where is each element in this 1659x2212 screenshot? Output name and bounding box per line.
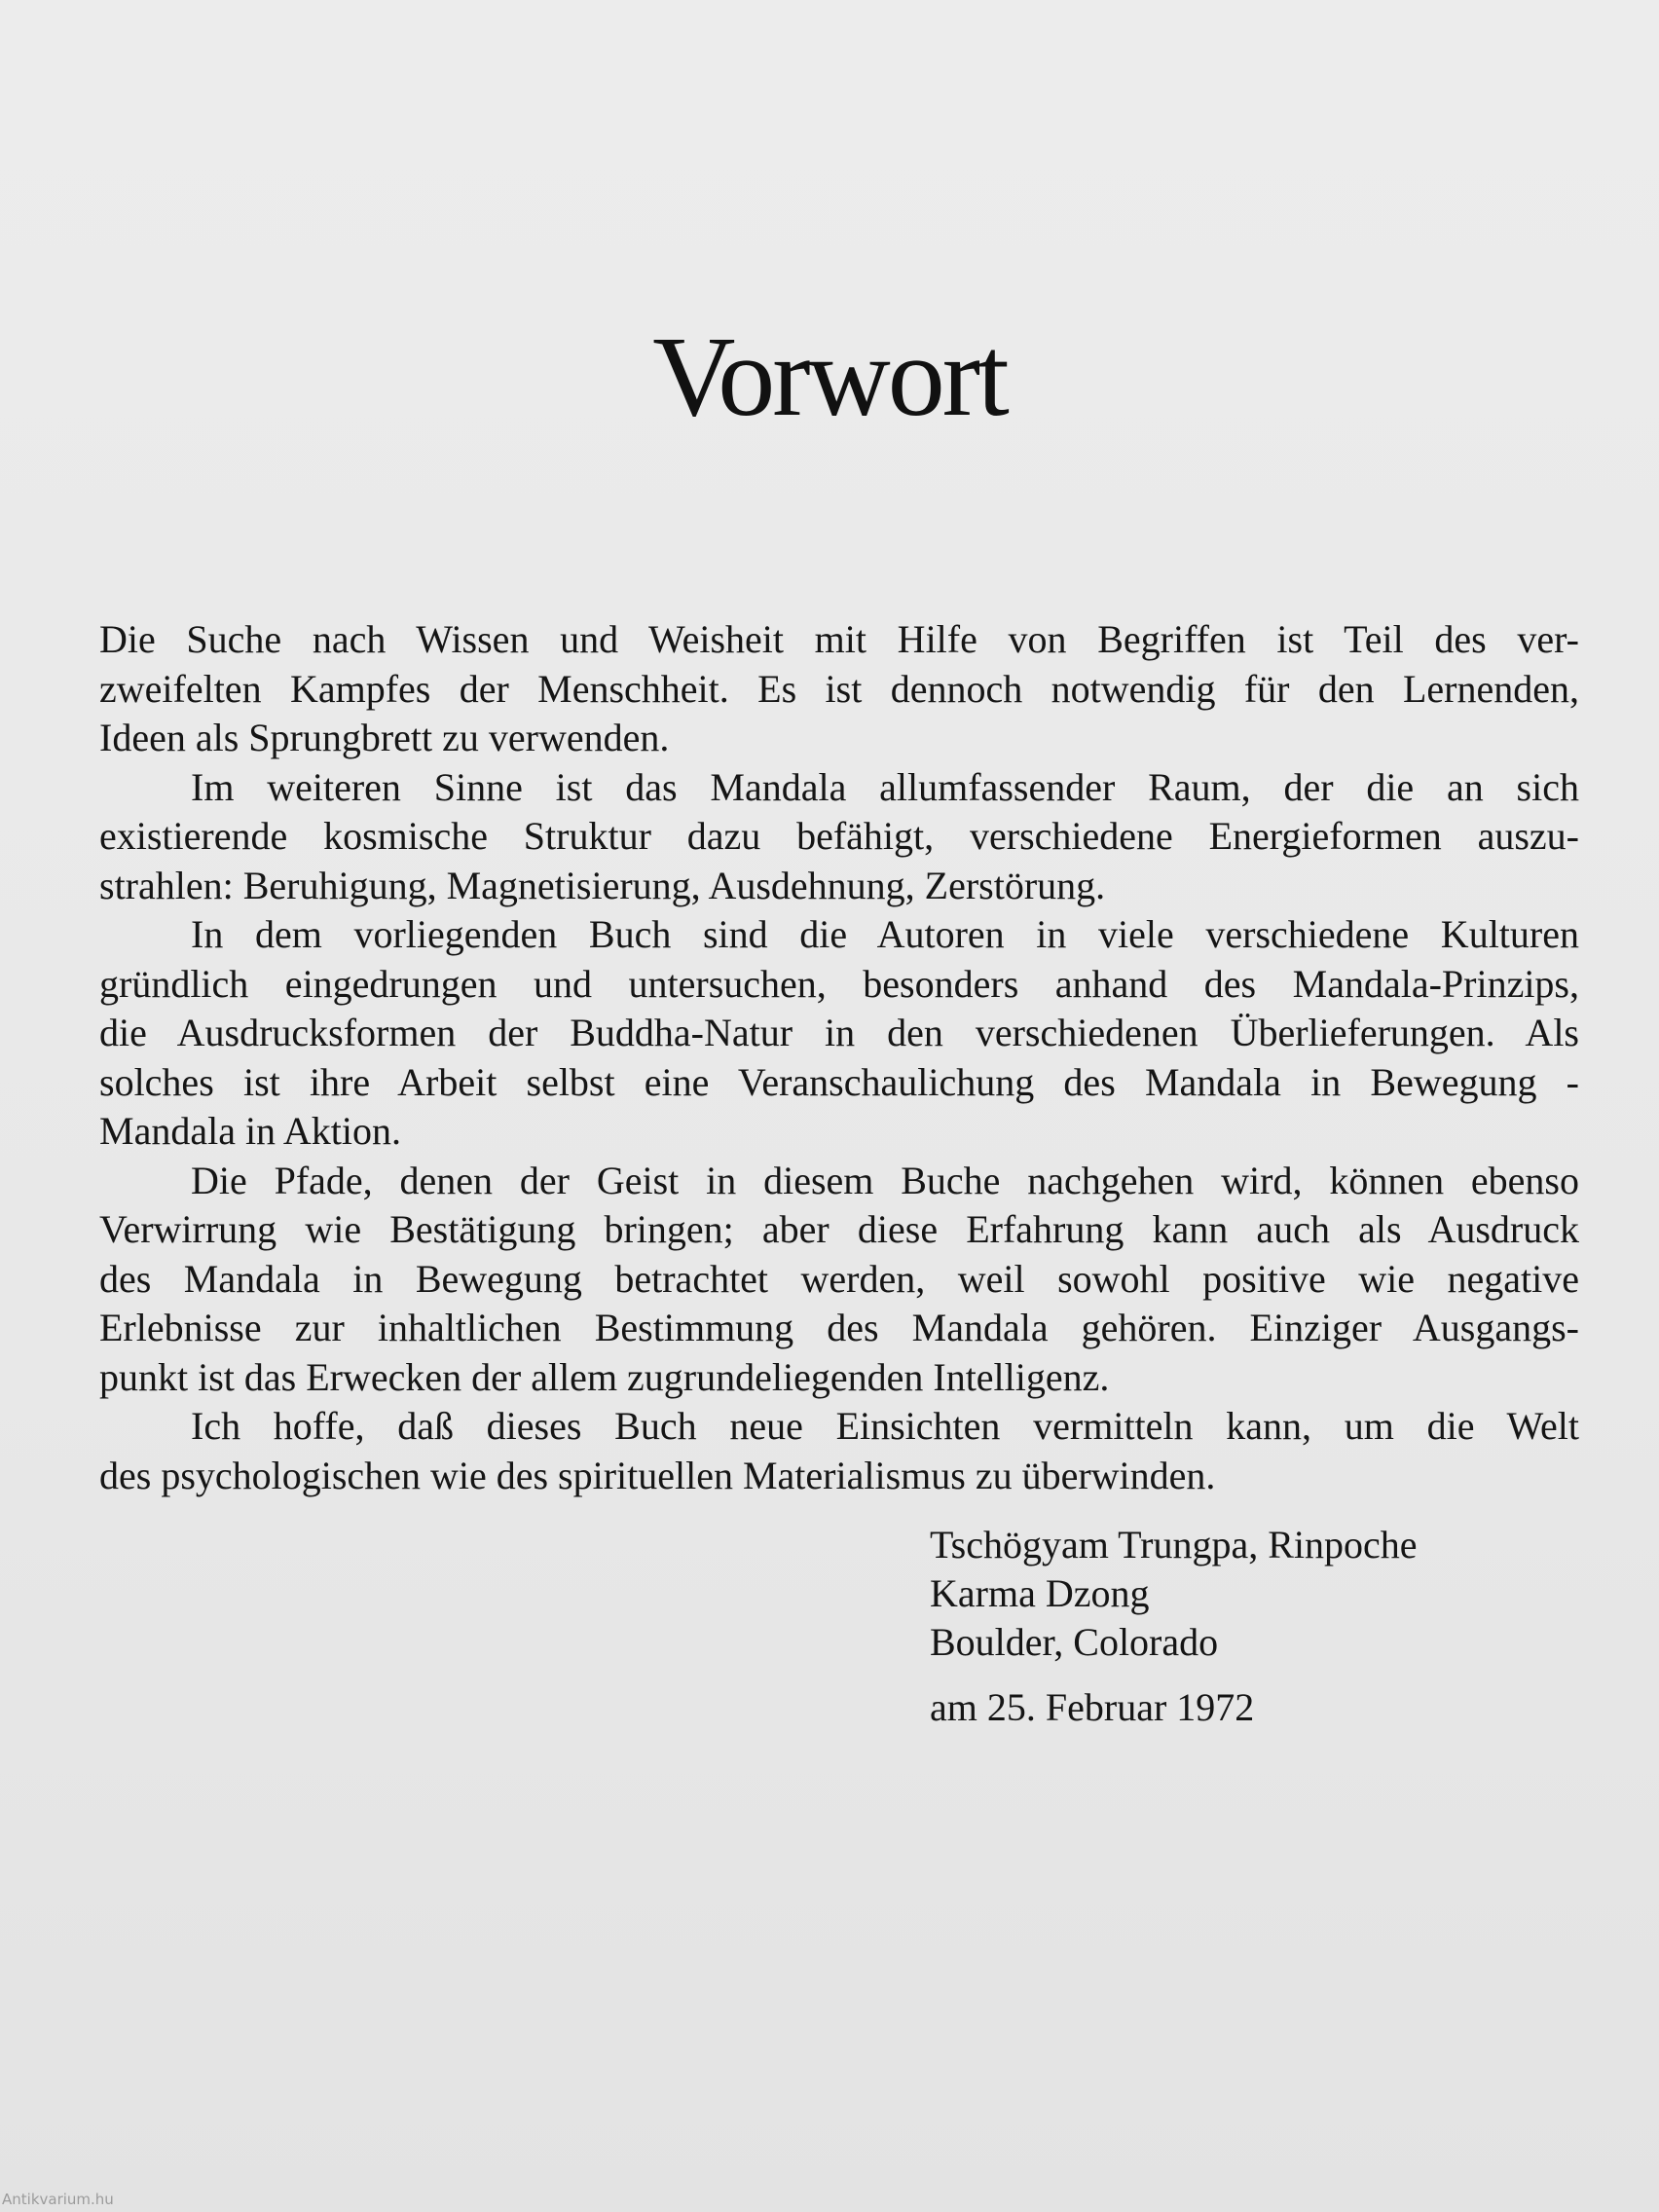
paragraph-4-line-4: Erlebnisse zur inhaltlichen Bestimmung des Mandala gehören. Einziger Ausgangs-	[99, 1306, 1579, 1349]
author-city: Boulder, Colorado	[930, 1620, 1219, 1664]
paragraph-5-line-1: Ich hoffe, daß dieses Buch neue Einsichten vermitteln kann, um die Welt	[191, 1404, 1579, 1448]
page-title: Vorwort	[652, 313, 1007, 440]
signature-block	[930, 1521, 1514, 1732]
paragraph-5-line-2: des psychologischen wie des spirituellen Materialismus zu überwinden.	[99, 1453, 1216, 1497]
paragraph-3-line-2: gründlich eingedrungen und untersuchen, besonders anhand des Mandala-Prinzips,	[99, 961, 1579, 1006]
paragraph-2-line-2: existierende kosmische Struktur dazu befähigt, verschiedene Energieformen auszu-	[99, 814, 1579, 858]
signature-date: am 25. Februar 1972	[930, 1685, 1255, 1729]
paragraph-2-line-3: strahlen: Beruhigung, Magnetisierung, Ausdehnung, Zerstörung.	[99, 863, 1106, 907]
paragraph-4-line-3: des Mandala in Bewegung betrachtet werden, weil sowohl positive wie negative	[99, 1256, 1579, 1301]
paragraph-3-line-4: solches ist ihre Arbeit selbst eine Veranschaulichung des Mandala in Bewegung -	[99, 1059, 1579, 1104]
paragraph-1-line-2: zweifelten Kampfes der Menschheit. Es ist dennoch notwendig für den Lernenden,	[99, 666, 1579, 711]
paragraph-4-line-2: Verwirrung wie Bestätigung bringen; aber diese Erfahrung kann auch als Ausdruck	[99, 1207, 1579, 1251]
watermark: Antikvarium.hu	[2, 2191, 114, 2208]
paragraph-3-line-1: In dem vorliegenden Buch sind die Autoren in viele verschiedene Kulturen	[191, 912, 1579, 956]
paragraph-1-line-1: Die Suche nach Wissen und Weisheit mit Hilfe von Begriffen ist Teil des ver-	[99, 617, 1579, 661]
paragraph-3-line-3: die Ausdrucksformen der Buddha-Natur in den verschiedenen Überlieferungen. Als	[99, 1011, 1579, 1054]
author-place: Karma Dzong	[930, 1571, 1150, 1615]
preface-body	[99, 615, 1579, 1500]
paragraph-1-line-3: Ideen als Sprungbrett zu verwenden.	[99, 716, 670, 759]
paragraph-4-line-1: Die Pfade, denen der Geist in diesem Buche nachgehen wird, können ebenso	[191, 1158, 1579, 1202]
paragraph-2-line-1: Im weiteren Sinne ist das Mandala allumfassender Raum, der die an sich	[191, 764, 1579, 809]
paragraph-4-line-5: punkt ist das Erwecken der allem zugrundeliegenden Intelligenz.	[99, 1354, 1110, 1399]
paragraph-3-line-5: Mandala in Aktion.	[99, 1109, 401, 1153]
author-name: Tschögyam Trungpa, Rinpoche	[930, 1523, 1418, 1567]
